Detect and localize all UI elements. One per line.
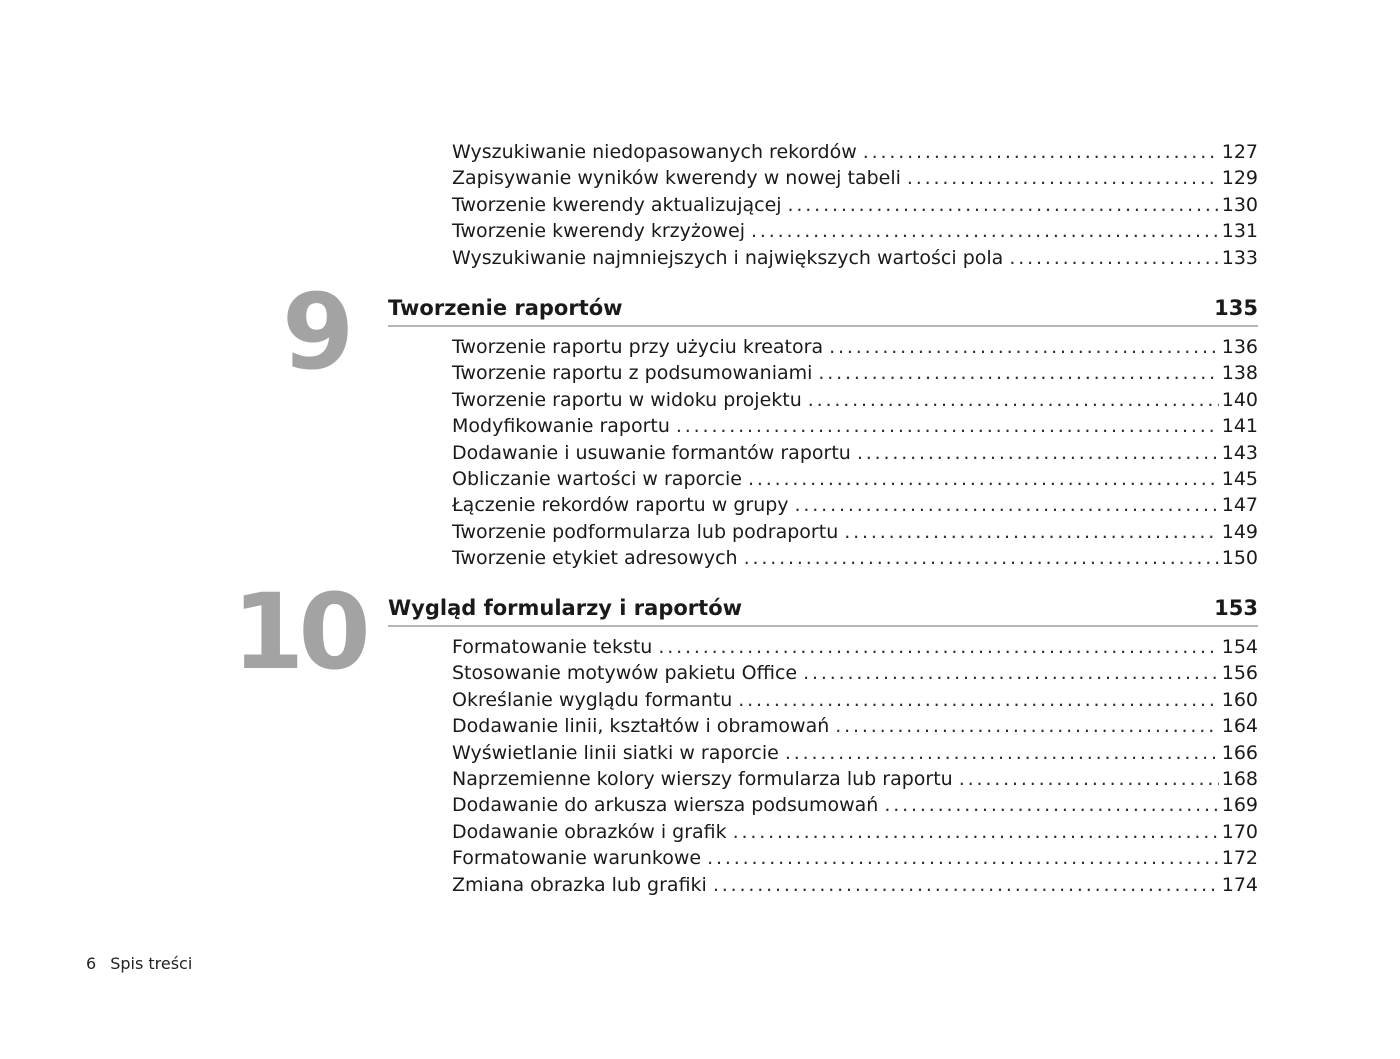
dot-leader (707, 845, 1219, 871)
entry-title: Zmiana obrazka lub grafiki (452, 873, 707, 896)
entry-page: 168 (1221, 767, 1258, 790)
dot-leader (808, 387, 1219, 413)
toc-entry[interactable] (452, 334, 1258, 360)
entry-page: 169 (1221, 794, 1258, 817)
entry-title: Formatowanie warunkowe (452, 847, 702, 870)
entry-title: Dodawanie linii, kształtów i obramowań (452, 715, 830, 738)
toc-entry[interactable] (452, 413, 1258, 439)
dot-leader (884, 792, 1218, 818)
entry-page: 127 (1221, 141, 1258, 163)
toc-entry[interactable] (452, 139, 1258, 165)
entry-title: Wyszukiwanie najmniejszych i największych wartości pola (452, 246, 1004, 269)
toc-entry[interactable] (452, 519, 1258, 545)
entry-title: Zapisywanie wyników kwerendy w nowej tabeli (452, 167, 901, 190)
chapter-page: 135 (1214, 296, 1258, 320)
dot-leader (748, 466, 1219, 492)
entry-title: Wyświetlanie linii siatki w raporcie (452, 741, 779, 764)
footer-label: Spis treści (110, 954, 193, 973)
entry-page: 143 (1221, 441, 1258, 464)
dot-leader (738, 687, 1218, 713)
dot-leader (785, 740, 1219, 766)
dot-leader (818, 360, 1218, 386)
toc-entry[interactable] (452, 792, 1258, 818)
toc-entry[interactable] (452, 218, 1258, 244)
page-footer (86, 954, 192, 973)
chapter-page: 153 (1214, 596, 1258, 620)
entry-title: Dodawanie do arkusza wiersza podsumowań (452, 794, 879, 817)
entry-page: 150 (1221, 547, 1258, 570)
toc-entry[interactable] (452, 634, 1258, 660)
entry-title: Tworzenie kwerendy krzyżowej (452, 220, 745, 243)
toc-entry[interactable] (452, 766, 1258, 792)
toc-entry[interactable] (452, 492, 1258, 518)
entry-page: 131 (1221, 220, 1258, 243)
entry-page: 174 (1221, 873, 1258, 896)
footer-page-number: 6 (86, 954, 97, 973)
toc-entry[interactable] (452, 819, 1258, 845)
dot-leader (788, 192, 1219, 218)
dot-leader (744, 545, 1219, 571)
entry-title: Wyszukiwanie niedopasowanych rekordów (452, 141, 857, 163)
entry-page: 149 (1221, 520, 1258, 543)
entry-page: 170 (1221, 820, 1258, 843)
entry-page: 154 (1221, 636, 1258, 658)
dot-leader (857, 440, 1219, 466)
toc-entry-list (452, 334, 1258, 572)
toc-entry[interactable] (452, 466, 1258, 492)
entry-page: 133 (1221, 246, 1258, 269)
entry-title: Naprzemienne kolory wierszy formularza lub raportu (452, 767, 953, 790)
entry-title: Tworzenie etykiet adresowych (452, 547, 738, 570)
dot-leader (803, 660, 1219, 686)
chapter-title: Tworzenie raportów (388, 296, 623, 320)
toc-entry[interactable] (452, 660, 1258, 686)
entry-page: 172 (1221, 847, 1258, 870)
entry-title: Obliczanie wartości w raporcie (452, 467, 742, 490)
entry-page: 160 (1221, 688, 1258, 711)
dot-leader (907, 165, 1219, 191)
dot-leader (844, 519, 1219, 545)
toc-entry[interactable] (452, 545, 1258, 571)
dot-leader (835, 713, 1218, 739)
toc-entry[interactable] (452, 740, 1258, 766)
toc-entry[interactable] (452, 872, 1258, 898)
toc-entry[interactable] (452, 440, 1258, 466)
entry-title: Tworzenie podformularza lub podraportu (452, 520, 839, 543)
dot-leader (863, 139, 1219, 165)
entry-page: 156 (1221, 662, 1258, 685)
toc-entry[interactable] (452, 360, 1258, 386)
entry-page: 138 (1221, 362, 1258, 385)
toc-entry-list-continued (452, 139, 1258, 271)
entry-title: Tworzenie raportu w widoku projektu (452, 388, 802, 411)
toc-entry[interactable] (452, 687, 1258, 713)
entry-page: 166 (1221, 741, 1258, 764)
entry-title: Modyfikowanie raportu (452, 415, 670, 438)
entry-title: Dodawanie i usuwanie formantów raportu (452, 441, 851, 464)
chapter-number: 10 (232, 571, 365, 693)
toc-entry[interactable] (452, 845, 1258, 871)
toc-entry[interactable] (452, 245, 1258, 271)
toc-entry[interactable] (452, 713, 1258, 739)
toc-entry[interactable] (452, 192, 1258, 218)
entry-title: Tworzenie kwerendy aktualizującej (452, 193, 782, 216)
dot-leader (829, 334, 1219, 360)
entry-title: Tworzenie raportu przy użyciu kreatora (452, 336, 824, 358)
dot-leader (733, 819, 1219, 845)
toc-entry[interactable] (452, 387, 1258, 413)
entry-page: 164 (1221, 715, 1258, 738)
entry-title: Łączenie rekordów raportu w grupy (452, 494, 789, 517)
entry-page: 130 (1221, 193, 1258, 216)
entry-title: Stosowanie motywów pakietu Office (452, 662, 798, 685)
dot-leader (795, 492, 1219, 518)
entry-page: 145 (1221, 467, 1258, 490)
dot-leader (1009, 245, 1218, 271)
entry-title: Dodawanie obrazków i grafik (452, 820, 727, 843)
entry-page: 141 (1221, 415, 1258, 438)
entry-page: 140 (1221, 388, 1258, 411)
dot-leader (713, 872, 1219, 898)
entry-title: Tworzenie raportu z podsumowaniami (452, 362, 813, 385)
toc-entry[interactable] (452, 165, 1258, 191)
entry-title: Określanie wyglądu formantu (452, 688, 733, 711)
chapter-title: Wygląd formularzy i raportów (388, 596, 743, 620)
chapter-heading[interactable] (388, 291, 1258, 327)
dot-leader (959, 766, 1219, 792)
entry-title: Formatowanie tekstu (452, 636, 653, 658)
toc-entry-list (452, 634, 1258, 898)
chapter-heading[interactable] (388, 591, 1258, 627)
dot-leader (751, 218, 1219, 244)
dot-leader (658, 634, 1218, 660)
chapter-number: 9 (282, 271, 349, 393)
entry-page: 147 (1221, 494, 1258, 517)
entry-page: 136 (1221, 336, 1258, 358)
dot-leader (676, 413, 1219, 439)
entry-page: 129 (1221, 167, 1258, 190)
